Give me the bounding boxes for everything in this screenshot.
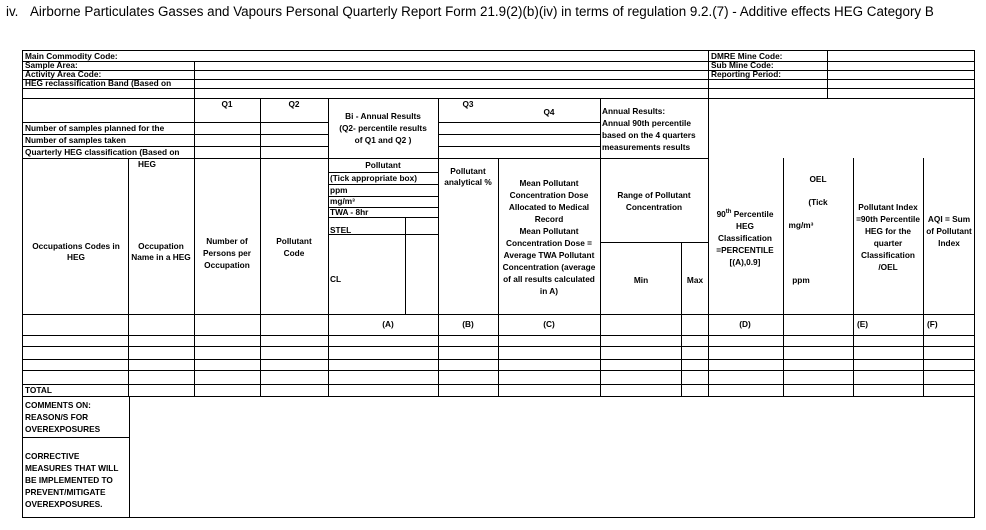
pollutant-code-line-2: Code — [283, 248, 305, 258]
unit-cl: CL — [330, 274, 342, 284]
q1-header: Q1 — [221, 99, 233, 109]
mean-line-5: Mean Pollutant — [519, 226, 579, 236]
num-persons-line-3: Occupation — [204, 260, 250, 270]
range-line-2: Concentration — [625, 202, 683, 212]
pollutant-header: Pollutant — [365, 160, 401, 170]
report-form-table — [22, 50, 975, 518]
corrective-line-4: PREVENT/MITIGATE — [25, 487, 106, 497]
occupation-codes-line-2: HEG — [67, 252, 85, 262]
aqi-line-2: of Pollutant — [926, 226, 972, 236]
letter-f: (F) — [927, 319, 938, 329]
pollutant-index-line-6: /OEL — [878, 262, 898, 272]
letter-a: (A) — [382, 319, 394, 329]
pollutant-analytical-line-1: Pollutant — [450, 166, 486, 176]
unit-twa-8hr: TWA - 8hr — [330, 207, 369, 217]
percentile-90-line-1: 90th Percentile — [716, 209, 774, 219]
q4-header: Q4 — [543, 107, 555, 117]
annual-results-line-1: Annual Results: — [602, 106, 666, 116]
annual-results-line-2: Annual 90th percentile — [602, 118, 691, 128]
percentile-90-line-5: [(A),0.9] — [729, 257, 761, 267]
aqi-line-1: AQI = Sum — [927, 214, 971, 224]
percentile-90-line-4: =PERCENTILE — [716, 245, 774, 255]
letter-b: (B) — [462, 319, 474, 329]
bi-annual-line-1: Bi - Annual Results — [345, 111, 421, 121]
num-persons-line-2: Persons per — [203, 248, 251, 258]
oel-mgm3: mg/m³ — [788, 220, 814, 230]
annual-results-line-4: measurements results — [602, 142, 691, 152]
sample-area-label: Sample Area: — [25, 60, 78, 70]
samples-planned-label: Number of samples planned for the — [25, 123, 165, 133]
pollutant-index-line-2: =90th Percentile — [856, 214, 920, 224]
mean-line-3: Allocated to Medical — [508, 202, 590, 212]
sub-mine-code-label: Sub Mine Code: — [711, 60, 774, 70]
report-heading — [6, 4, 934, 19]
pollutant-analytical-line-2: analytical % — [444, 177, 492, 187]
annual-results-line-3: based on the 4 quarters — [602, 130, 696, 140]
dmre-mine-code-label: DMRE Mine Code: — [711, 51, 783, 61]
comments-line-3: OVEREXPOSURES — [25, 424, 101, 434]
mean-line-7: Average TWA Pollutant — [503, 250, 595, 260]
q2-header: Q2 — [288, 99, 300, 109]
main-commodity-code-label: Main Commodity Code: — [25, 51, 118, 61]
heg-label: HEG — [138, 159, 156, 169]
letter-e: (E) — [857, 319, 869, 329]
letter-c: (C) — [543, 319, 555, 329]
mean-line-1: Mean Pollutant — [519, 178, 579, 188]
heg-reclassification-band-label: HEG reclassification Band (Based on — [25, 78, 172, 88]
oel-tick: (Tick — [808, 197, 828, 207]
bi-annual-line-2: (Q2- percentile results — [339, 123, 427, 133]
pollutant-code-line-1: Pollutant — [276, 236, 312, 246]
mean-line-10: in A) — [539, 286, 559, 296]
reporting-period-label: Reporting Period: — [711, 69, 782, 79]
quarterly-heg-classification-label: Quarterly HEG classification (Based on — [25, 147, 180, 157]
heading-text: Airborne Particulates Gasses and Vapours Personal Quarterly Report Form 21.9(2)(b)(iv) in terms of regulation 9.2.(7) - Additive effects HEG Category B — [30, 4, 934, 19]
activity-area-code-label: Activity Area Code: — [25, 69, 102, 79]
occupation-name-line-2: Name in a HEG — [131, 252, 191, 262]
bi-annual-line-3: of Q1 and Q2 ) — [354, 135, 412, 145]
q3-header: Q3 — [462, 99, 474, 109]
corrective-line-1: CORRECTIVE — [25, 451, 80, 461]
mean-line-9: of all results calculated — [503, 274, 595, 284]
unit-stel: STEL — [330, 225, 352, 235]
samples-taken-label: Number of samples taken — [25, 135, 126, 145]
mean-line-4: Record — [534, 214, 564, 224]
occupation-name-line-1: Occupation — [138, 241, 184, 251]
num-persons-line-1: Number of — [206, 236, 248, 246]
tick-appropriate-box: (Tick appropriate box) — [330, 173, 417, 183]
mean-line-2: Concentration Dose — [509, 190, 589, 200]
comments-line-1: COMMENTS ON: — [25, 400, 91, 410]
letter-d: (D) — [739, 319, 751, 329]
unit-mgm3: mg/m³ — [330, 196, 355, 206]
oel-ppm: ppm — [792, 275, 810, 285]
min-label: Min — [633, 275, 649, 285]
aqi-line-3: Index — [938, 238, 960, 248]
pollutant-index-line-5: Classification — [861, 250, 915, 260]
pollutant-index-line-3: HEG for the — [864, 226, 912, 236]
unit-ppm: ppm — [330, 185, 348, 195]
mean-line-6: Concentration Dose = — [506, 238, 592, 248]
corrective-line-5: OVEREXPOSURES. — [25, 499, 103, 509]
pollutant-index-line-4: quarter — [873, 238, 903, 248]
occupation-codes-line-1: Occupations Codes in — [32, 241, 120, 251]
comments-line-2: REASON/S FOR — [25, 412, 89, 422]
corrective-line-3: BE IMPLEMENTED TO — [25, 475, 113, 485]
total-label: TOTAL — [25, 385, 52, 395]
max-label: Max — [686, 275, 704, 285]
percentile-90-line-3: Classification — [718, 233, 772, 243]
range-line-1: Range of Pollutant — [617, 190, 691, 200]
heading-number: iv. — [6, 4, 19, 19]
pollutant-index-line-1: Pollutant Index — [858, 202, 918, 212]
percentile-90-line-2: HEG — [736, 221, 754, 231]
corrective-line-2: MEASURES THAT WILL — [25, 463, 119, 473]
mean-line-8: Concentration (average — [502, 262, 596, 272]
oel-header: OEL — [809, 174, 827, 184]
